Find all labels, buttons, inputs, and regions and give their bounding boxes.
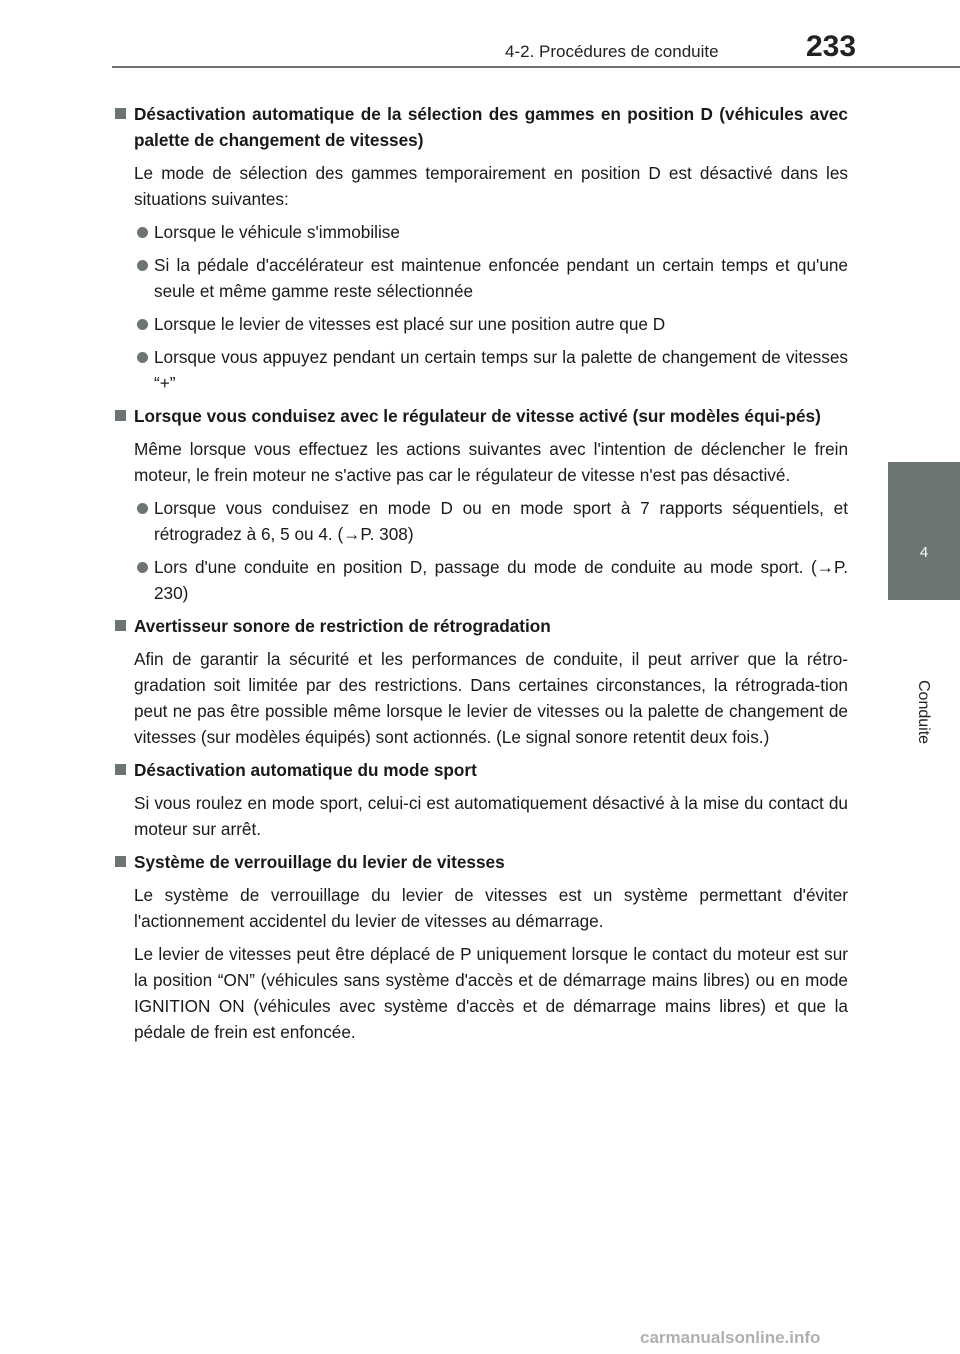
list-item-text: Lorsque le véhicule s'immobilise xyxy=(154,222,400,242)
section-paragraph: Le levier de vitesses peut être déplacé de P uniquement lorsque le contact du moteur est sur la position “ON” (véhicules sans système d'accès et de démarrage mains libres) ou en mode IGNITION ON (véhicules avec système d'accès et de démarrage mains libres) et que la pédale de frein est enfoncée. xyxy=(134,944,848,1042)
list-item-text: Lors d'une conduite en position D, passage du mode de conduite au mode sport. (→P. 230) xyxy=(154,557,848,603)
chapter-label-container xyxy=(888,600,960,900)
section-heading-text: Avertisseur sonore de restriction de rétrogradation xyxy=(134,616,551,636)
round-bullet-icon xyxy=(137,227,148,238)
section-paragraph: Afin de garantir la sécurité et les performances de conduite, il peut arriver que la rétro-gradation soit limitée par des restrictions. Dans certaines circonstances, la rétrograda-tion peut ne pas être possible même lorsque le levier de vitesses ou la palette de changement de vitesses (sur modèles équipés) sont actionnés. (Le signal sonore retentit deux fois.) xyxy=(134,649,848,747)
section-heading xyxy=(114,613,848,639)
watermark: carmanualsonline.info xyxy=(640,1328,821,1347)
list-item-text: Lorsque vous conduisez en mode D ou en mode sport à 7 rapports séquentiels, et rétrogradez à 6, 5 ou 4. (→P. 308) xyxy=(154,498,848,544)
list-item xyxy=(114,554,848,606)
page-number: 233 xyxy=(806,30,857,63)
section-heading-text: Système de verrouillage du levier de vitesses xyxy=(134,852,505,872)
section-paragraph: Même lorsque vous effectuez les actions suivantes avec l'intention de déclencher le frein moteur, le frein moteur ne s'active pas car le régulateur de vitesse n'est pas désactivé. xyxy=(134,439,848,485)
list-item-text: Si la pédale d'accélérateur est maintenue enfoncée pendant un certain temps et qu'une seule et même gamme reste sélectionnée xyxy=(154,255,848,301)
section-heading xyxy=(114,757,848,783)
round-bullet-icon xyxy=(137,319,148,330)
page-header xyxy=(0,0,960,66)
chapter-tab xyxy=(888,462,960,600)
section-block xyxy=(114,403,848,606)
section-heading-text: Désactivation automatique de la sélection des gammes en position D (véhicules avec palette de changement de vitesses) xyxy=(134,104,848,150)
section-block xyxy=(114,613,848,750)
section-heading-text: Lorsque vous conduisez avec le régulateur de vitesse activé (sur modèles équi-pés) xyxy=(134,406,821,426)
header-section-title: 4-2. Procédures de conduite xyxy=(505,42,719,61)
square-bullet-icon xyxy=(115,410,126,421)
section-paragraph: Si vous roulez en mode sport, celui-ci est automatiquement désactivé à la mise du contact du moteur sur arrêt. xyxy=(134,793,848,839)
section-block xyxy=(114,757,848,842)
section-paragraph: Le mode de sélection des gammes temporairement en position D est désactivé dans les situations suivantes: xyxy=(134,163,848,209)
header-rule xyxy=(112,66,960,68)
round-bullet-icon xyxy=(137,260,148,271)
list-item-text: Lorsque vous appuyez pendant un certain temps sur la palette de changement de vitesses “+” xyxy=(154,347,848,393)
page-content xyxy=(114,101,848,1052)
list-item-text: Lorsque le levier de vitesses est placé sur une position autre que D xyxy=(154,314,666,334)
list-item xyxy=(114,311,848,337)
section-heading-text: Désactivation automatique du mode sport xyxy=(134,760,477,780)
list-item xyxy=(114,495,848,547)
chapter-number: 4 xyxy=(919,544,929,561)
square-bullet-icon xyxy=(115,108,126,119)
section-heading xyxy=(114,101,848,153)
list-item xyxy=(114,252,848,304)
square-bullet-icon xyxy=(115,620,126,631)
round-bullet-icon xyxy=(137,503,148,514)
list-item xyxy=(114,219,848,245)
list-item xyxy=(114,344,848,396)
section-heading xyxy=(114,849,848,875)
round-bullet-icon xyxy=(137,352,148,363)
section-block xyxy=(114,849,848,1045)
section-heading xyxy=(114,403,848,429)
square-bullet-icon xyxy=(115,856,126,867)
square-bullet-icon xyxy=(115,764,126,775)
section-block xyxy=(114,101,848,396)
section-paragraph: Le système de verrouillage du levier de vitesses est un système permettant d'éviter l'actionnement accidentel du levier de vitesses au démarrage. xyxy=(134,885,848,931)
round-bullet-icon xyxy=(137,562,148,573)
chapter-label: Conduite xyxy=(915,680,932,745)
